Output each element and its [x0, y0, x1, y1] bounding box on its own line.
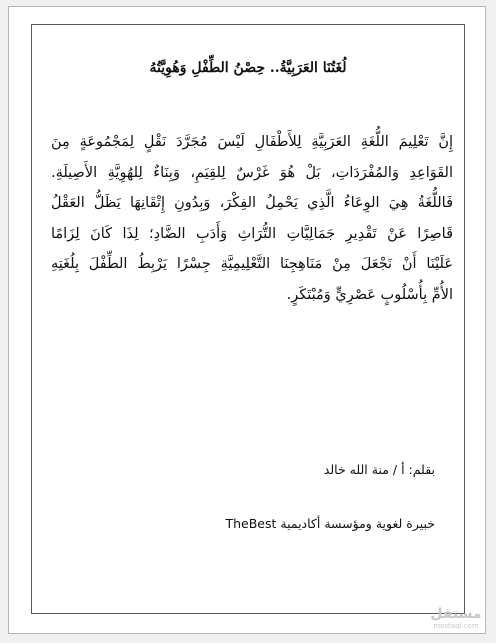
article-body [51, 127, 453, 310]
article-title: لُغَتُنَا العَرَبِيَّةُ.. حِصْنُ الطِّفْلِ وَهُوِيَّتُهُ [149, 60, 347, 76]
mostaql-watermark-logo [428, 606, 484, 636]
body-line: فَاللُّغَةُ هِيَ الوِعَاءُ الَّذِي يَحْمِلُ الفِكْرَ، وَبِدُونِ إِتْقَانِهَا يَظَلُّ العَقْلُ [51, 195, 453, 211]
watermark-latin: mostaql.com [433, 622, 479, 630]
body-line: الأُمِّ بِأُسْلُوبٍ عَصْرِيٍّ وَمُبْتَكَرٍ. [286, 286, 453, 303]
body-line: قَاصِرًا عَنْ تَقْدِيرِ جَمَالِيَّاتِ التُّرَاثِ وَأَدَبِ الضَّادِ؛ لِذَا كَانَ لِزَامًا [51, 225, 453, 242]
author-role: خبيرة لغوية ومؤسسة أكاديمية TheBest [225, 516, 435, 531]
document-page [8, 6, 486, 634]
author-byline: بقلم: أ / منة الله خالد [323, 462, 435, 477]
body-line: القَوَاعِدِ وَالمُفْرَدَاتِ، بَلْ هُوَ غَرْسٌ لِلقِيَمِ، وَبِنَاءٌ لِلهُوِيَّةِ الأَصِيلَةِ. [51, 164, 453, 181]
body-line: عَلَيْنَا أَنْ نَجْعَلَ مِنْ مَنَاهِجِنَا التَّعْلِيمِيَّةِ جِسْرًا يَرْبِطُ الطِّفْلَ بِلُغَتِهِ [51, 256, 453, 272]
watermark-arabic: مستقل [430, 606, 482, 622]
body-line: إِنَّ تَعْلِيمَ اللُّغَةِ العَرَبِيَّةِ لِلأَطْفَالِ لَيْسَ مُجَرَّدَ نَقْلٍ لِمَجْمُوعَةٍ مِنَ [51, 134, 453, 150]
